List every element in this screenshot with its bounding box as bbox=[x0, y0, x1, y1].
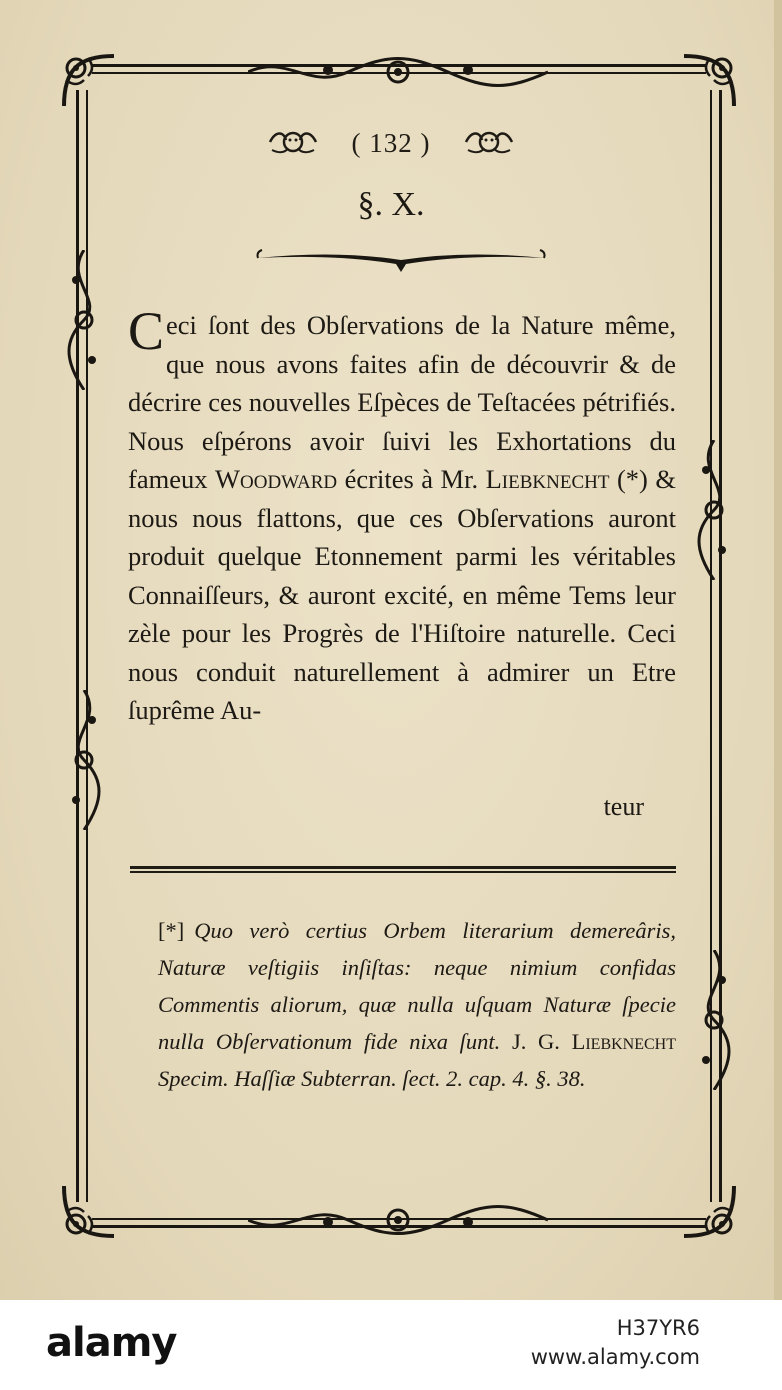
footnote bbox=[158, 912, 676, 1097]
footnote-citation: Specim. Haſſiæ Subterran. ſect. 2. cap. 4. §. 38. bbox=[158, 1066, 586, 1091]
footnote-separator bbox=[130, 866, 676, 874]
page-number: ( 132 ) bbox=[351, 128, 431, 158]
floral-corner-ornament bbox=[58, 50, 120, 112]
vine-ornament bbox=[248, 54, 548, 90]
decorative-rule bbox=[256, 244, 546, 281]
vine-ornament bbox=[64, 690, 104, 830]
body-paragraph bbox=[128, 301, 677, 730]
vine-ornament bbox=[248, 1202, 548, 1238]
catchword: teur bbox=[603, 792, 644, 821]
author-name: Woodward bbox=[214, 464, 338, 494]
drop-cap: C bbox=[128, 301, 165, 361]
floral-corner-ornament bbox=[678, 50, 740, 112]
body-text-part: eci ſont des Obſervations de la Nature même, que nous avons faites afin de découvrir & de décrire ces nouvelles Eſpèces de Teſtacées pétrifiés. Nous eſpérons avoir ſuivi les Exhortations du fameux bbox=[128, 310, 676, 494]
footnote-marker: [*] bbox=[158, 918, 185, 943]
vine-ornament bbox=[694, 950, 734, 1090]
vine-ornament bbox=[64, 250, 104, 390]
footnote-author: Liebknecht bbox=[571, 1029, 677, 1054]
watermark-banner bbox=[0, 1300, 782, 1390]
floral-corner-ornament bbox=[678, 1180, 740, 1242]
cherub-head-icon bbox=[268, 128, 318, 163]
footnote-latin: Quo verò certius Orbem literarium demereâris, Naturæ veſtigiis inſiſtas: neque nimium confidas Commentis aliorum, quæ nulla uſquam Naturæ ſpecie nulla Obſervationum fide nixa ſunt. bbox=[158, 918, 676, 1054]
page-header bbox=[0, 128, 782, 163]
body-text-part: (*) & nous nous flattons, que ces Obſervations auront produit quelque Etonnement parmi les véritables Connaiſſeurs, & auront excité, en même Tems leur zèle pour les Progrès de l'Hiſtoire naturelle. Ceci nous conduit naturellement à admirer un Etre ſuprême Au- bbox=[128, 464, 677, 725]
author-name: Liebknecht bbox=[485, 464, 610, 494]
section-heading: §. X. bbox=[357, 186, 425, 223]
alamy-logo: alamy bbox=[46, 1320, 177, 1366]
stock-url: www.alamy.com bbox=[530, 1345, 700, 1369]
vine-ornament bbox=[694, 440, 734, 580]
floral-corner-ornament bbox=[58, 1180, 120, 1242]
body-text-part: écrites à Mr. bbox=[337, 464, 486, 494]
cherub-head-icon bbox=[464, 128, 514, 163]
image-code: H37YR6 bbox=[616, 1316, 700, 1340]
footnote-initials: J. G. bbox=[511, 1029, 560, 1054]
